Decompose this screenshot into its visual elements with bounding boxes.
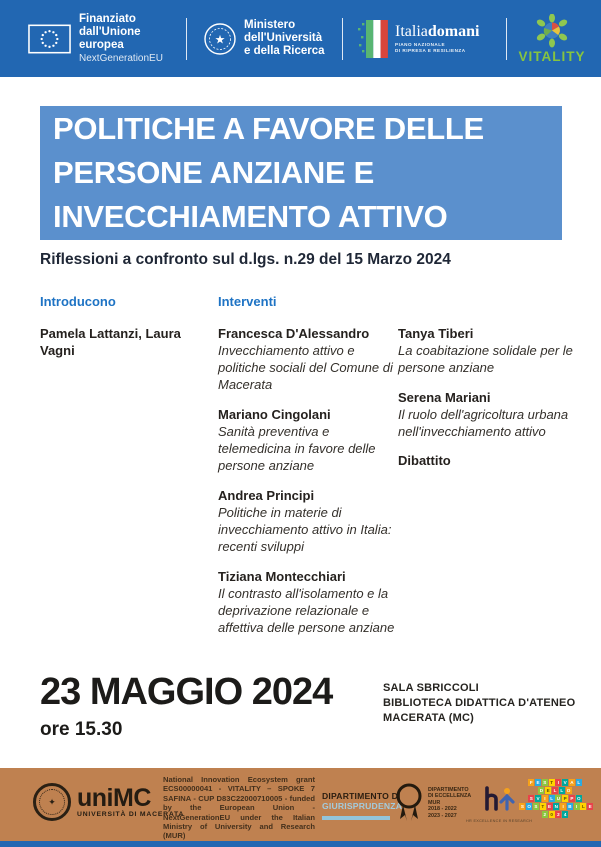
vitality-icon [534,14,570,48]
speaker-name: Andrea Principi [218,488,315,503]
speaker-name: Mariano Cingolani [218,407,331,422]
vitality-wordmark: VITALITY [518,48,586,64]
title-line3: INVECCHIAMENTO ATTIVO [53,199,448,234]
italiadomani-regular: Italia [395,23,428,40]
italy-flag-icon [358,20,388,58]
eu-funding-logo [28,13,186,65]
unimc-logo [33,783,184,821]
title-line2: PERSONE ANZIANE E [53,155,375,190]
introducono-names: Pamela Lattanzi, Laura Vagni [40,326,181,358]
event-date-block [40,672,332,741]
italiadomani-logo [343,20,506,58]
excellence-text [428,787,471,820]
unimc-seal-icon: ✦ [33,783,71,821]
italiadomani-bold: domani [427,23,480,40]
pnrr-subtitle-line1: PIANO NAZIONALE [395,42,446,47]
italiadomani-text [395,23,479,54]
venue-line2: BIBLIOTECA DIDATTICA D'ATENEO [383,697,576,709]
footer-logo-bar [0,768,601,841]
bottom-accent-bar [0,841,601,847]
excellence-line3: MUR [428,799,441,806]
speaker-topic: Politiche in materie di invecchiamento attivo in Italia: recenti sviluppi [218,505,392,554]
department-logo [322,791,402,820]
interventi-column-2 [398,325,576,468]
dibattito-label: Dibattito [398,453,451,468]
eu-funding-text [79,13,186,65]
eu-funding-line3: NextGenerationEU [79,52,163,64]
speaker-entry [218,325,398,393]
festival-sviluppo-sostenibile-logo: F E S T I V A L D E L L O S V I L U P P O S O S T E N I B I L E 2 0 2 4 [520,780,592,817]
award-ribbon-icon [394,781,424,825]
poster-title [40,106,562,240]
venue-line3: MACERATA (MC) [383,712,474,724]
speaker-entry [398,389,576,440]
speaker-entry [398,325,576,376]
speaker-entry [218,406,398,474]
speaker-topic: La coabitazione solidale per le persone anziane [398,343,573,375]
speaker-topic: Il ruolo dell'agricoltura urbana nell'invecchiamento attivo [398,407,569,439]
ministry-text [244,19,325,58]
vitality-logo [507,14,597,64]
venue-line1: SALA SBRICCOLI [383,682,479,694]
grant-funding-text: National Innovation Ecosystem grant ECS00000041 - VITALITY – SPOKE 7 SAFINA - CUP D83C22000710005 - funded by the European Union - NextGenerationEU under the Italian Ministry of University and Research (MUR) [163,775,315,841]
hr-excellence-label: HR EXCELLENCE IN RESEARCH [466,819,533,823]
interventi-column-1 [218,293,398,649]
svg-text:★: ★ [214,32,226,46]
unimc-university-label: UNIVERSITÀ DI MACERATA [77,811,185,818]
speaker-name: Serena Mariani [398,390,491,405]
speaker-name: Tanya Tiberi [398,326,474,341]
poster-subtitle: Riflessioni a confronto sul d.lgs. n.29 del 15 Marzo 2024 [40,251,451,268]
eu-funding-line2: dall'Unione europea [79,25,141,51]
ministry-logo [187,19,342,58]
ministry-line1: Ministero [244,19,296,31]
pnrr-subtitle [395,42,479,54]
unimc-word-mc: MC [113,784,151,812]
pnrr-subtitle-line2: DI RIPRESA E RESILIENZA [395,48,466,53]
interventi-heading: Interventi [218,294,277,309]
department-underline [322,816,390,820]
italy-emblem-icon [203,22,237,56]
excellence-badge [394,781,471,825]
introducono-column [40,293,208,359]
speaker-entry [218,487,398,555]
funding-logo-bar [0,0,601,77]
title-line1: POLITICHE A FAVORE DELLE [53,111,484,146]
speaker-name: Francesca D'Alessandro [218,326,370,341]
speaker-topic: Sanità preventiva e telemedicina in favore delle persone anziane [218,424,376,473]
italiadomani-wordmark [395,23,479,40]
speaker-topic: Invecchiamento attivo e politiche sociali del Comune di Macerata [218,343,393,392]
ministry-line2: dell'Università [244,32,323,44]
speaker-name: Tiziana Montecchiari [218,569,346,584]
introducono-heading: Introducono [40,294,116,309]
department-line2: GIURISPRUDENZA [322,801,403,811]
excellence-line5: 2023 - 2027 [428,812,457,819]
ministry-line3: e della Ricerca [244,45,325,57]
event-date: 23 MAGGIO 2024 [40,671,333,713]
event-venue [383,681,575,726]
speaker-topic: Il contrasto all'isolamento e la deprivazione relazionale e affettiva delle persone anziane [218,586,395,635]
event-time: ore 15.30 [40,719,123,740]
excellence-line2: DI ECCELLENZA [428,793,472,800]
unimc-word-uni: uni [77,784,113,812]
excellence-line4: 2018 - 2022 [428,806,457,813]
eu-flag-icon [28,24,71,54]
department-line1: DIPARTIMENTO DI [322,791,401,801]
excellence-line1: DIPARTIMENTO [428,786,469,793]
speaker-entry [218,568,398,636]
hr-icon [481,786,517,812]
eu-funding-line1: Finanziato [79,12,136,25]
